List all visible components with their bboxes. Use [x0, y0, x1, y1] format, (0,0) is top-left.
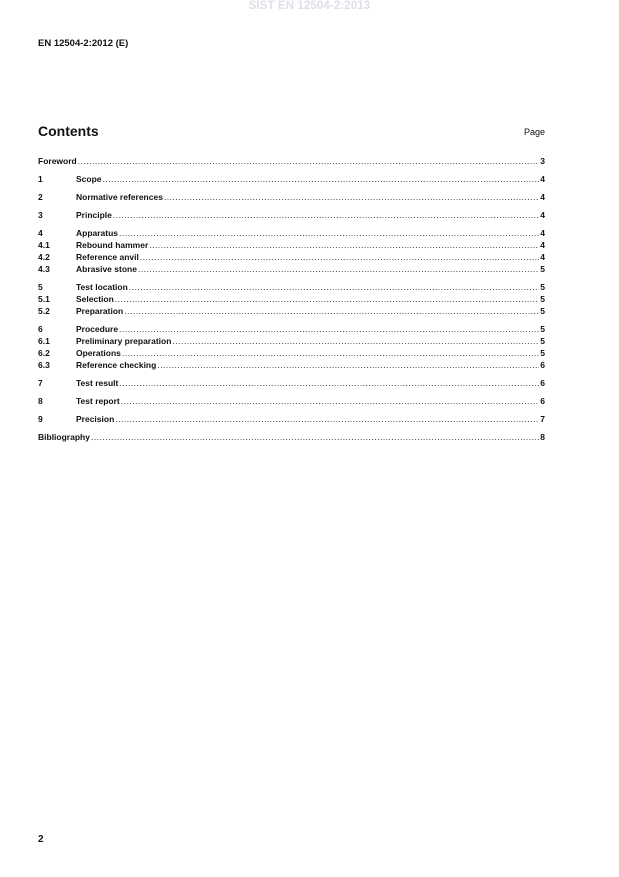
toc-entry-page: 5: [540, 294, 545, 304]
toc-entry-title: Rebound hammer: [76, 240, 149, 250]
toc-entry-page: 4: [540, 240, 545, 250]
toc-entry-title: Operations: [76, 348, 121, 358]
dot-leader: [149, 239, 539, 251]
toc-entry-page: 5: [540, 348, 545, 358]
dot-leader: [115, 413, 539, 425]
toc-entry-title: Abrasive stone: [76, 264, 137, 274]
toc-entry-number: 6.3: [38, 360, 50, 370]
toc-entry-selection[interactable]: [38, 293, 545, 305]
toc-entry-test-result[interactable]: [38, 377, 545, 389]
toc-entry-page: 6: [540, 378, 545, 388]
toc-entry-page: 3: [540, 156, 545, 166]
toc-entry-test-report[interactable]: [38, 395, 545, 407]
toc-entry-principle[interactable]: [38, 209, 545, 221]
toc-entry-number: 8: [38, 396, 43, 406]
toc-entry-title: Scope: [76, 174, 102, 184]
dot-leader: [119, 323, 539, 335]
toc-entry-title: Preparation: [76, 306, 124, 316]
toc-entry-number: 5.2: [38, 306, 50, 316]
toc-entry-page: 4: [540, 228, 545, 238]
toc-entry-number: 5: [38, 282, 43, 292]
toc-entry-page: 4: [540, 174, 545, 184]
toc-entry-title: Reference anvil: [76, 252, 139, 262]
page-number: 2: [38, 834, 44, 845]
toc-entry-page: 4: [540, 252, 545, 262]
toc-entry-title: Foreword: [38, 156, 77, 166]
toc-entry-precision[interactable]: [38, 413, 545, 425]
dot-leader: [91, 431, 539, 443]
toc-entry-procedure[interactable]: [38, 323, 545, 335]
toc-entry-operations[interactable]: [38, 347, 545, 359]
toc-entry-number: 4: [38, 228, 43, 238]
toc-entry-test-location[interactable]: [38, 281, 545, 293]
toc-entry-preparation[interactable]: [38, 305, 545, 317]
toc-entry-title: Preliminary preparation: [76, 336, 172, 346]
dot-leader: [138, 263, 539, 275]
toc-entry-apparatus[interactable]: [38, 227, 545, 239]
dot-leader: [119, 377, 539, 389]
dot-leader: [78, 155, 540, 167]
toc-entry-title: Normative references: [76, 192, 163, 202]
toc-entry-title: Reference checking: [76, 360, 157, 370]
toc-entry-number: 9: [38, 414, 43, 424]
dot-leader: [157, 359, 539, 371]
toc-entry-bibliography[interactable]: [38, 431, 545, 443]
toc-entry-reference-checking[interactable]: [38, 359, 545, 371]
toc-entry-title: Bibliography: [38, 432, 90, 442]
toc-entry-number: 1: [38, 174, 43, 184]
toc-entry-title: Apparatus: [76, 228, 119, 238]
dot-leader: [164, 191, 539, 203]
toc-entry-number: 6.1: [38, 336, 50, 346]
toc-entry-preliminary-preparation[interactable]: [38, 335, 545, 347]
dot-leader: [124, 305, 539, 317]
toc-entry-abrasive-stone[interactable]: [38, 263, 545, 275]
toc-entry-page: 5: [540, 324, 545, 334]
toc-entry-page: 6: [540, 360, 545, 370]
dot-leader: [115, 293, 539, 305]
toc-entry-number: 3: [38, 210, 43, 220]
toc-entry-title: Selection: [76, 294, 114, 304]
document-identifier: EN 12504-2:2012 (E): [38, 38, 129, 49]
toc-entry-number: 2: [38, 192, 43, 202]
dot-leader: [119, 227, 539, 239]
toc-entry-page: 5: [540, 264, 545, 274]
toc-entry-page: 4: [540, 210, 545, 220]
toc-entry-page: 5: [540, 306, 545, 316]
dot-leader: [121, 395, 539, 407]
toc-entry-number: 7: [38, 378, 43, 388]
toc-entry-number: 4.1: [38, 240, 50, 250]
toc-entry-foreword[interactable]: [38, 155, 545, 167]
toc-entry-title: Test result: [76, 378, 119, 388]
toc-entry-title: Test location: [76, 282, 128, 292]
toc-entry-page: 7: [540, 414, 545, 424]
toc-entry-scope[interactable]: [38, 173, 545, 185]
dot-leader: [140, 251, 539, 263]
dot-leader: [122, 347, 539, 359]
toc-entry-page: 5: [540, 336, 545, 346]
toc-entry-number: 5.1: [38, 294, 50, 304]
toc-entry-number: 4.3: [38, 264, 50, 274]
dot-leader: [129, 281, 539, 293]
toc-entry-reference-anvil[interactable]: [38, 251, 545, 263]
toc-entry-title: Principle: [76, 210, 112, 220]
dot-leader: [103, 173, 540, 185]
toc-entry-page: 8: [540, 432, 545, 442]
toc-entry-title: Precision: [76, 414, 115, 424]
dot-leader: [113, 209, 539, 221]
toc-entry-page: 4: [540, 192, 545, 202]
toc-entry-normative-references[interactable]: [38, 191, 545, 203]
toc-entry-page: 6: [540, 396, 545, 406]
toc-entry-number: 6: [38, 324, 43, 334]
toc-entry-title: Procedure: [76, 324, 119, 334]
table-of-contents: [38, 155, 545, 443]
toc-entry-number: 6.2: [38, 348, 50, 358]
watermark: SIST EN 12504-2:2013: [248, 0, 371, 12]
toc-entry-number: 4.2: [38, 252, 50, 262]
toc-entry-rebound-hammer[interactable]: [38, 239, 545, 251]
page-column-label: Page: [523, 127, 545, 137]
dot-leader: [172, 335, 539, 347]
toc-entry-title: Test report: [76, 396, 120, 406]
contents-heading: Contents: [38, 123, 99, 139]
toc-entry-page: 5: [540, 282, 545, 292]
